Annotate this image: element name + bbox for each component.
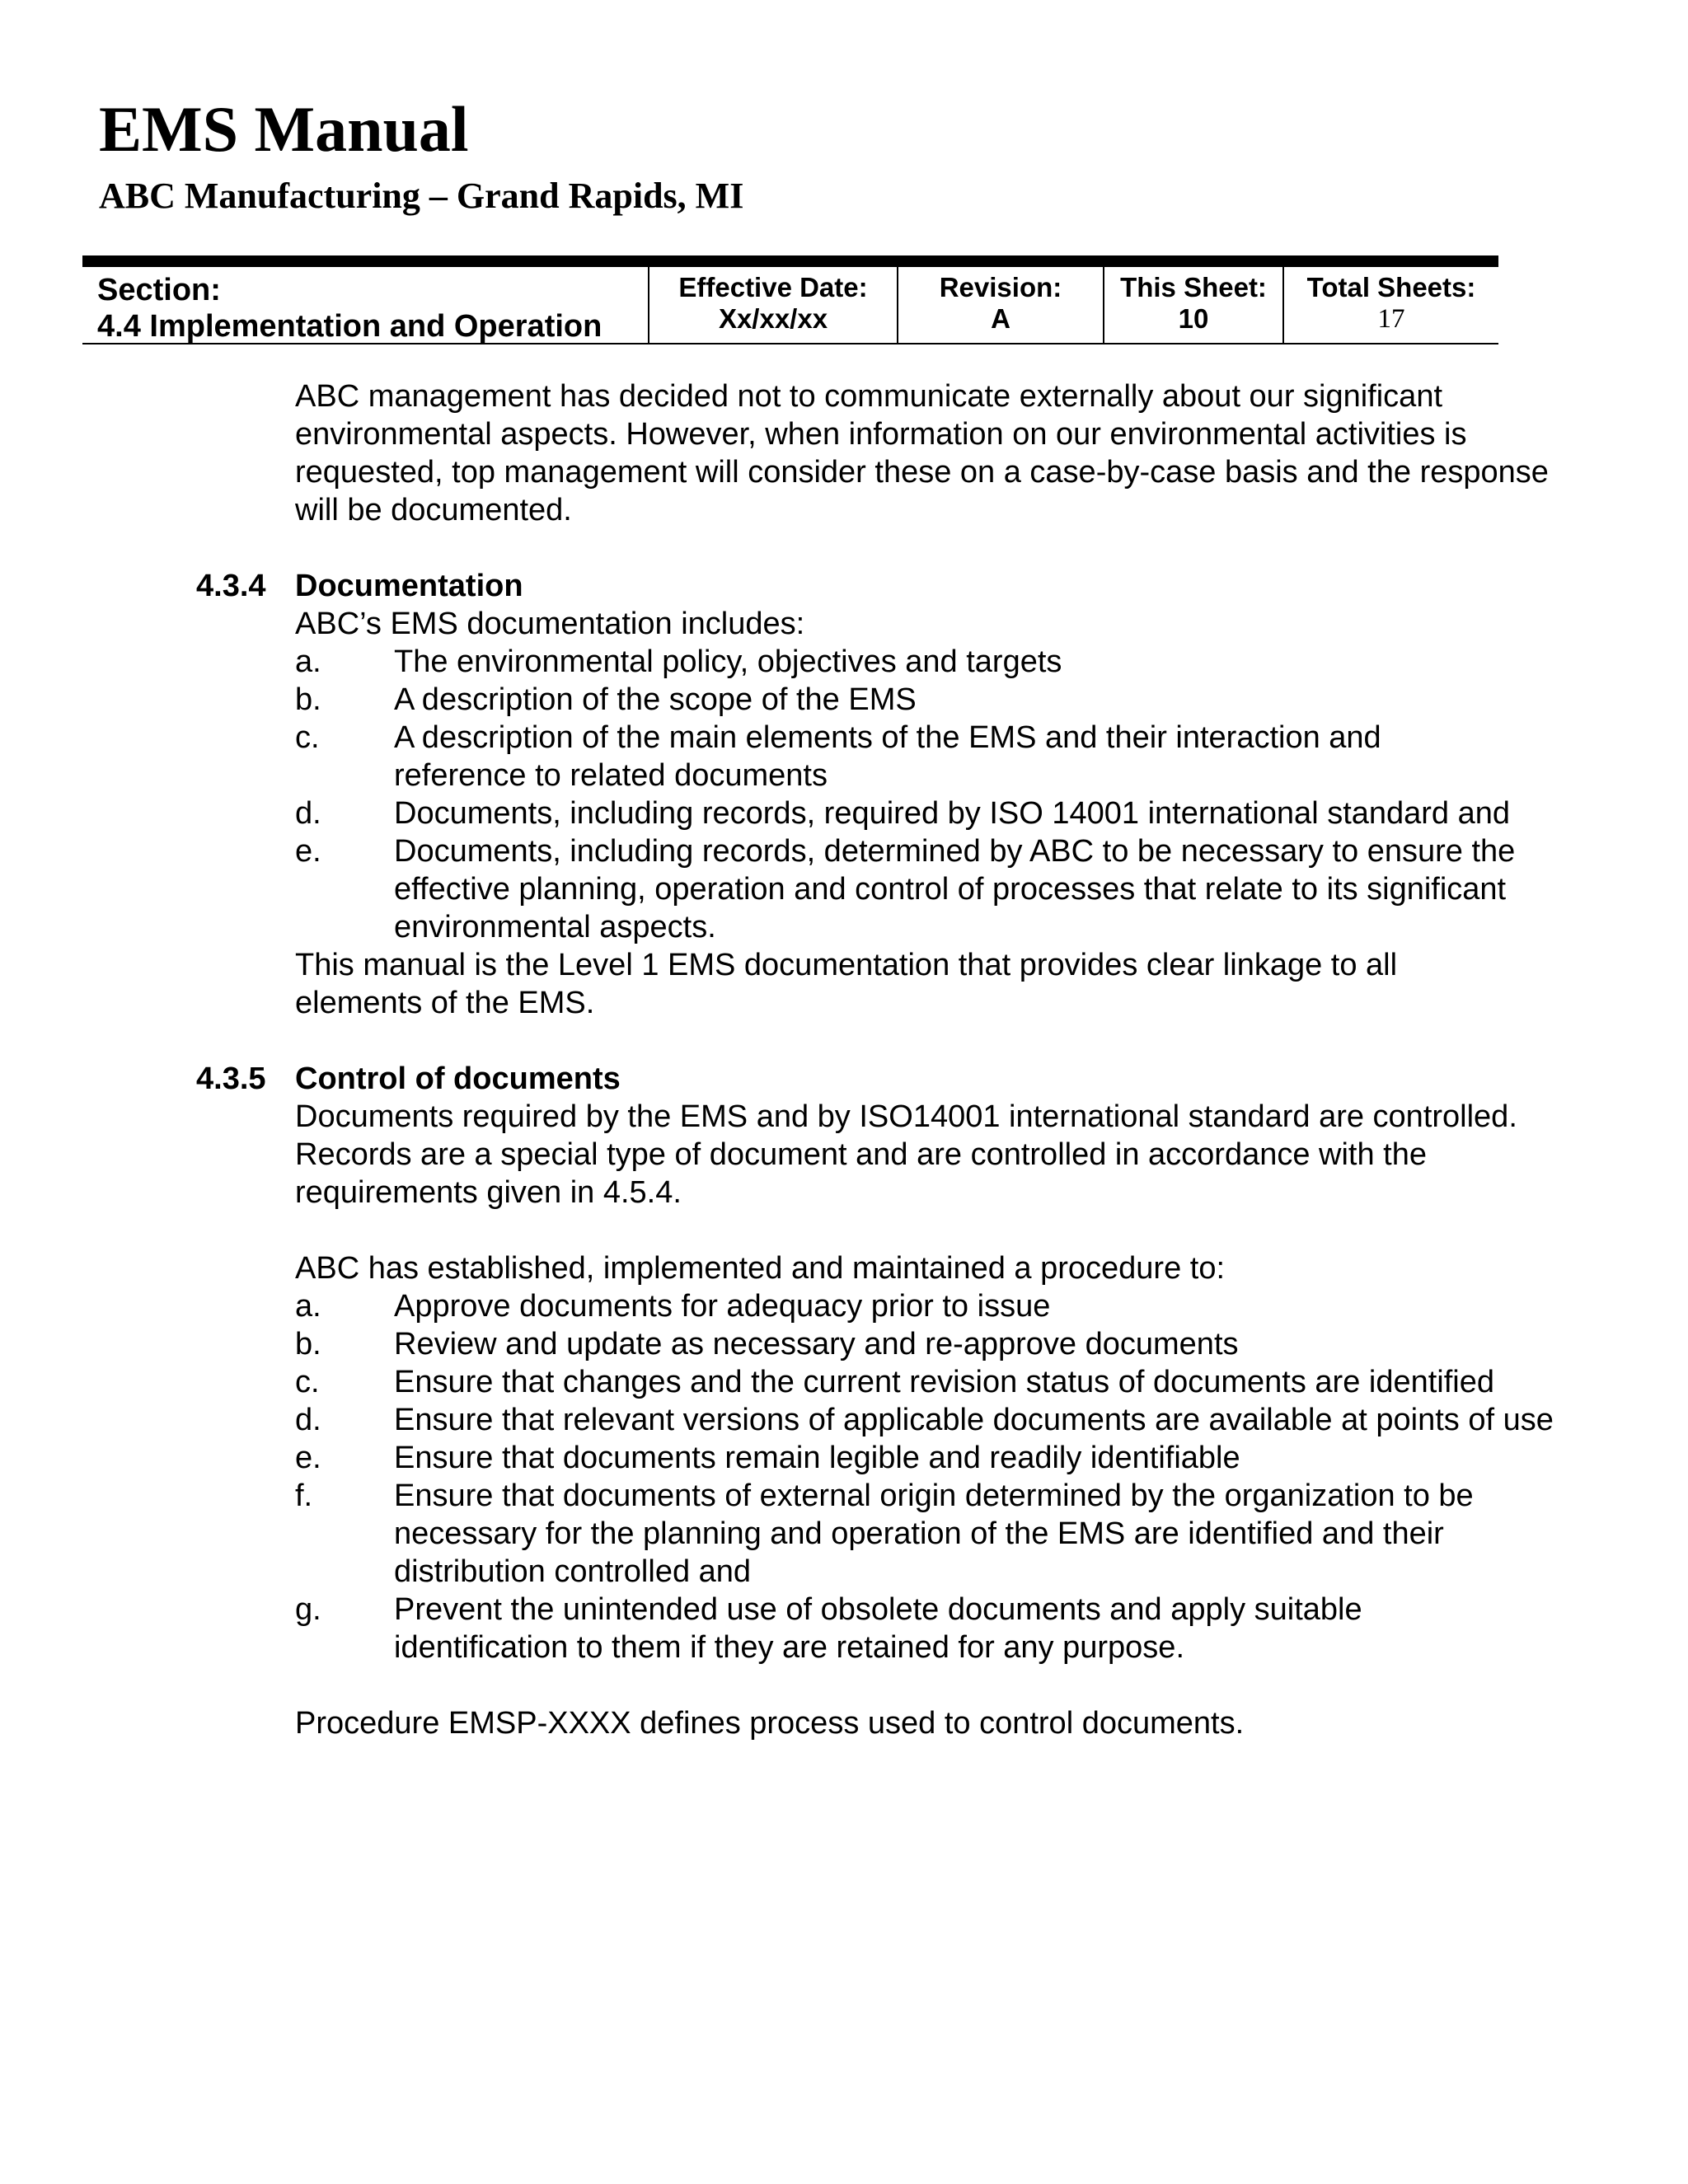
page-subtitle: ABC Manufacturing – Grand Rapids, MI (99, 176, 744, 216)
list-item (295, 681, 1581, 719)
document-body (196, 377, 1581, 1742)
list-item (295, 1401, 1581, 1439)
list-item-text: A description of the scope of the EMS (394, 682, 917, 717)
list-letter: a. (295, 1289, 321, 1324)
list-item-text: Review and update as necessary and re-approve documents (394, 1327, 1239, 1361)
list-item (295, 1591, 1581, 1666)
list-letter: g. (295, 1592, 321, 1627)
list-letter: f. (295, 1479, 313, 1513)
list-item-text: Ensure that relevant versions of applicable documents are available at points of use (394, 1403, 1554, 1437)
section-title: Documentation (295, 569, 523, 603)
section-heading-control-of-documents (196, 1060, 1581, 1098)
section-title: Control of documents (295, 1062, 621, 1096)
list-letter: e. (295, 834, 321, 869)
documentation-closing: This manual is the Level 1 EMS documentation that provides clear linkage to all elements of the EMS. (295, 948, 1398, 1020)
effective-date-label: Effective Date: (678, 272, 868, 302)
page-title: EMS Manual (99, 93, 469, 165)
intro-paragraph: ABC management has decided not to communicate externally about our significant environmental aspects. However, when information on our environmental activities is requested, top management will consider these on a case-by-case basis and the response will be documented. (295, 379, 1549, 527)
effective-date-cell (648, 267, 897, 343)
list-letter: d. (295, 796, 321, 831)
list-item-text: Documents, including records, required by ISO 14001 international standard and (394, 796, 1511, 831)
list-item-text: Ensure that documents of external origin determined by the organization to be necessary for the planning and operation of the EMS are identified and their distribution controlled and (394, 1479, 1474, 1589)
list-letter: a. (295, 644, 321, 679)
list-letter: e. (295, 1441, 321, 1475)
list-item (295, 1363, 1581, 1401)
list-item (295, 1477, 1581, 1591)
list-item (295, 719, 1581, 794)
list-item (295, 832, 1581, 946)
total-sheets-label: Total Sheets: (1306, 272, 1476, 302)
revision-cell (897, 267, 1103, 343)
section-heading-documentation (196, 567, 1581, 605)
revision-value: A (991, 303, 1010, 334)
list-item-text: Prevent the unintended use of obsolete documents and apply suitable identification to them if they are retained for any purpose. (394, 1592, 1362, 1665)
section-label: Section: (97, 273, 221, 307)
document-info-table (82, 267, 1498, 344)
list-item (295, 643, 1581, 681)
control-lead: ABC has established, implemented and maintained a procedure to: (295, 1251, 1226, 1286)
list-letter: b. (295, 682, 321, 717)
total-sheets-cell (1282, 267, 1498, 343)
section-cell (82, 267, 648, 343)
list-item-text: Approve documents for adequacy prior to issue (394, 1289, 1051, 1324)
this-sheet-cell (1103, 267, 1282, 343)
list-letter: d. (295, 1403, 321, 1437)
header-rule (82, 255, 1498, 267)
section-number: 4.3.5 (196, 1062, 266, 1096)
list-item (295, 794, 1581, 832)
list-item-text: Documents, including records, determined by ABC to be necessary to ensure the effective planning, operation and control of processes that relate to its significant environmental aspects. (394, 834, 1516, 944)
this-sheet-label: This Sheet: (1120, 272, 1267, 302)
documentation-lead: ABC’s EMS documentation includes: (295, 607, 805, 641)
list-item (295, 1287, 1581, 1325)
control-closing: Procedure EMSP-XXXX defines process used to control documents. (295, 1706, 1245, 1741)
this-sheet-value: 10 (1178, 303, 1209, 334)
control-paragraph: Documents required by the EMS and by ISO14001 international standard are controlled. Records are a special type of document and are controlled in accordance with the requirements given in 4.5.4. (295, 1099, 1517, 1210)
list-item-text: Ensure that changes and the current revision status of documents are identified (394, 1365, 1495, 1399)
list-letter: c. (295, 720, 320, 755)
list-item (295, 1439, 1581, 1477)
revision-label: Revision: (939, 272, 1062, 302)
list-item (295, 1325, 1581, 1363)
list-letter: c. (295, 1365, 320, 1399)
list-item-text: The environmental policy, objectives and targets (394, 644, 1062, 679)
section-number: 4.3.4 (196, 569, 266, 603)
total-sheets-value: 17 (1377, 304, 1405, 334)
list-letter: b. (295, 1327, 321, 1361)
documentation-list (295, 643, 1581, 946)
section-value: 4.4 Implementation and Operation (97, 309, 603, 344)
effective-date-value: Xx/xx/xx (718, 303, 828, 334)
control-list (295, 1287, 1581, 1666)
list-item-text: Ensure that documents remain legible and readily identifiable (394, 1441, 1240, 1475)
list-item-text: A description of the main elements of the EMS and their interaction and reference to related documents (394, 720, 1381, 793)
